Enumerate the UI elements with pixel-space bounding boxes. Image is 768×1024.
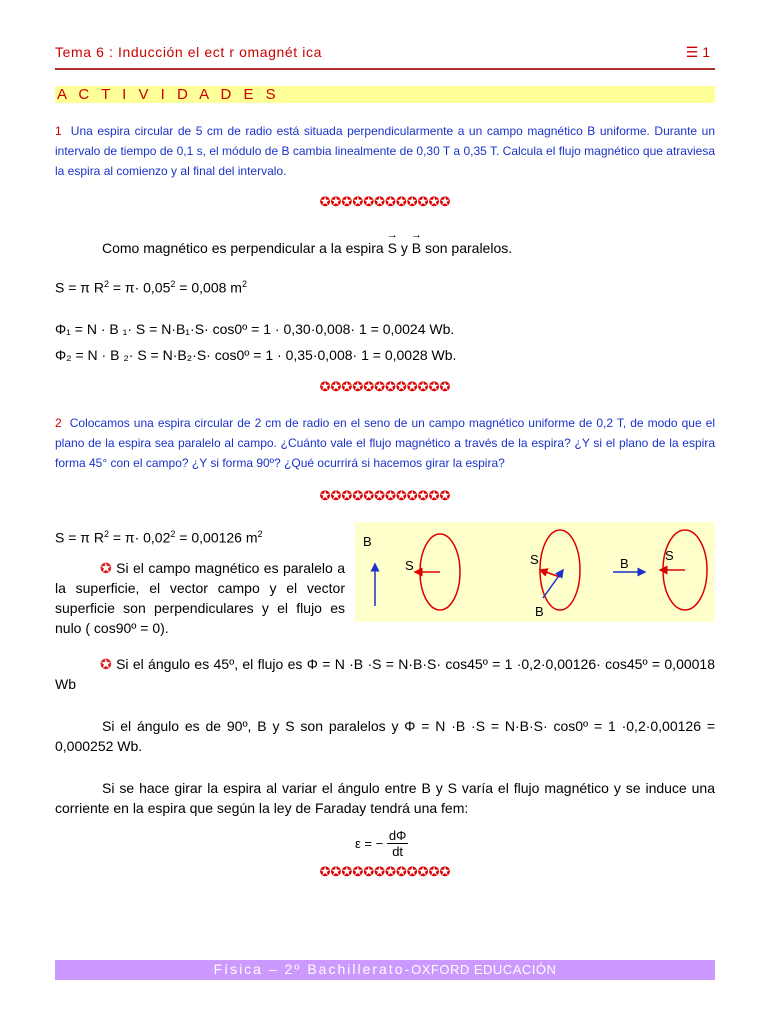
question-2: 2 Colocamos una espira circular de 2 cm de radio en el seno de un campo magnético uniforme de 0,2 T, de modo que el plano de la espira sea paralelo al campo. ¿Cuánto vale el flujo magnético a través de la espira? ¿Y si el plano de la espira forma 45° con el campo? ¿Y si forma 90º? ¿Qué ocurrirá si hacemos girar la espira?: [55, 416, 715, 470]
separator-flowers-3: ✪✪✪✪✪✪✪✪✪✪✪✪: [319, 488, 451, 503]
page-number: ☰ 1: [685, 44, 710, 60]
diagram-b-label: B: [363, 534, 372, 549]
answer-1-flux-2: Φ₂ = N · B ₂· S = N·B₂·S· cos0º = 1 · 0,35·0,008· 1 = 0,0028 Wb.: [55, 347, 457, 363]
diagram-loop-2: [540, 530, 580, 610]
answer-2-rotation: Si se hace girar la espira al variar el ángulo entre B y S varía el flujo magnético y se induce una corriente en la espira que según la ley de Faraday tendrá una fem:: [55, 780, 715, 816]
answer-1-intro: Como magnético es perpendicular a la espira → S y → B son paralelos.: [102, 238, 512, 258]
answer-1-area: S = π $R^2 = \pi\cdot 0,05^2 = 0,008$ $m^2$: [55, 279, 247, 296]
espira-diagram: [355, 522, 715, 622]
diagram-s-label-1: S: [405, 558, 414, 573]
separator-flowers-2: ✪✪✪✪✪✪✪✪✪✪✪✪: [319, 379, 451, 394]
header-divider: [55, 68, 715, 70]
answer-2-90deg: Si el ángulo es de 90º, B y S son paralelos y Φ = N ·B ·S = N·B·S· cos0º = 1 ·0,2·0,00126 = 0,000252 Wb.: [55, 718, 715, 754]
question-1: 1 Una espira circular de 5 cm de radio está situada perpendicularmente a un campo magnético B uniforme. Durante un intervalo de tiempo de 0,1 s, el módulo de B cambia linealmente de 0,30 T a 0,35 T. Calcula el flujo magnético que atraviesa la espira al comienzo y al final del intervalo.: [55, 124, 716, 178]
answer-2-45deg: ✪ Si el ángulo es 45º, el flujo es Φ = N ·B ·S = N·B·S· cos45º = 1 ·0,2·0,00126· cos45º = 0,00018 Wb: [55, 656, 715, 692]
diagram-s-label-3: S: [665, 548, 674, 563]
diagram-b-label-2: B: [535, 604, 544, 619]
espira-diagram-svg: [355, 522, 715, 622]
diagram-s-arrow-2: [540, 570, 560, 577]
section-title: A C T I V I D A D E S: [57, 86, 280, 103]
diagram-b-label-3: B: [620, 556, 629, 571]
separator-flowers-4: ✪✪✪✪✪✪✪✪✪✪✪✪: [319, 864, 451, 879]
faraday-formula: ε = − $\frac{d\Phi}{dt}$: [355, 828, 407, 859]
footer-text: Física – 2º Bachillerato-OXFORD EDUCACIÓN: [213, 961, 557, 977]
answer-1-flux-1: Φ₁ = N · B ₁· S = N·B₁·S· cos0º = 1 · 0,30·0,008· 1 = 0,0024 Wb.: [55, 321, 455, 337]
page-header-title: Tema 6 : Inducción el ect r omagnét ica: [55, 44, 322, 60]
answer-2-area: S = π $R^2 = \pi\cdot 0,02^2 = 0,00126$ $m^2$: [55, 529, 263, 546]
diagram-s-label-2: S: [530, 552, 539, 567]
separator-flowers-1: ✪✪✪✪✪✪✪✪✪✪✪✪: [319, 194, 451, 209]
answer-2-parallel: ✪ Si el campo magnético es paralelo a la superficie, el vector campo y el vector superficie son perpendiculares y el flujo es nulo ( cos90º = 0).: [55, 560, 345, 636]
